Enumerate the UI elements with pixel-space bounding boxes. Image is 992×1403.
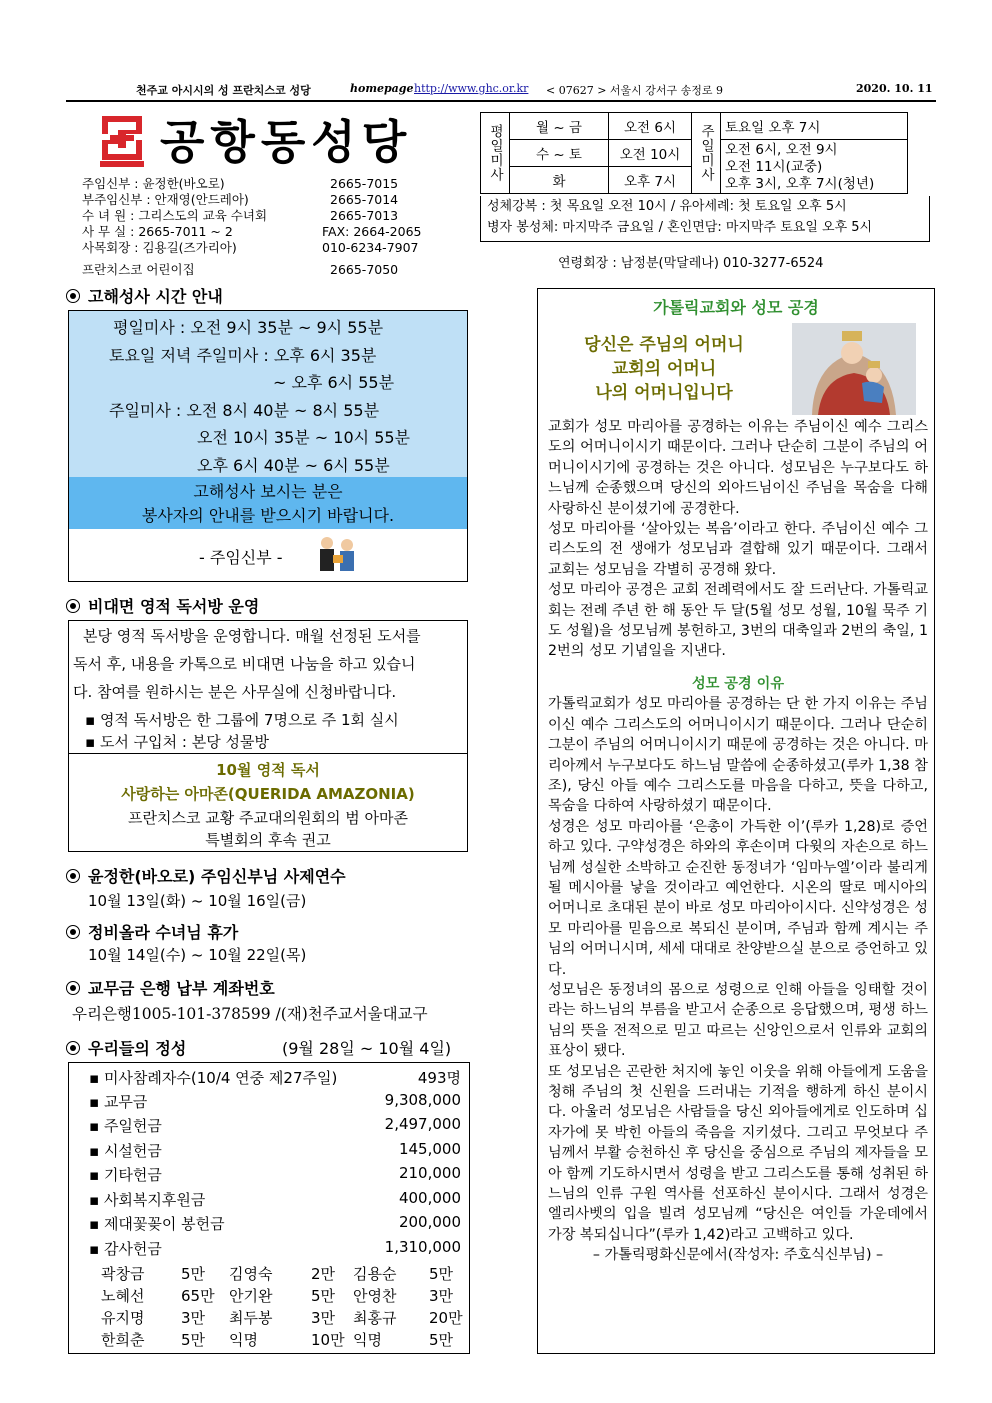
article-subtitle: 성모 공경 이유 <box>691 675 785 692</box>
offering-amount: 493명 <box>417 1069 461 1087</box>
funeral-association-contact: 연령회장 : 남정분(막달레나) 010-3277-6524 <box>558 256 824 271</box>
donor-name: 한희춘 <box>101 1331 145 1349</box>
offering-label: 주일헌금 <box>103 1117 162 1135</box>
offering-row: ▪ 미사참례자수(10/4 연중 제27주일) 493명 <box>89 1069 461 1087</box>
offering-label: 시설헌금 <box>103 1142 162 1160</box>
sunday-mass-time: 오전 11시(교중) <box>725 158 823 175</box>
staff-label: 사목회장 : 김용길(즈가리아) <box>82 240 237 255</box>
donor-name: 익명 <box>229 1331 258 1349</box>
offerings-heading-text: 우리들의 정성 <box>88 1039 187 1058</box>
mass-schedule-table <box>480 112 908 194</box>
reading-book-title: 사랑하는 아마존(QUERIDA AMAZONIA) <box>121 785 415 803</box>
offering-row: ▪ 주일헌금 2,497,000 <box>89 1115 461 1135</box>
offering-row: ▪ 감사헌금 1,310,000 <box>89 1238 461 1258</box>
reading-box <box>68 620 468 852</box>
staff-row <box>82 240 419 256</box>
donor-amount: 5만 <box>181 1265 206 1283</box>
offering-amount: 1,310,000 <box>384 1238 461 1256</box>
offerings-box <box>68 1062 470 1354</box>
page-title: 공항동성당 <box>160 115 413 169</box>
bullet-icon <box>66 925 80 939</box>
offering-row: ▪ 사회복지후원금 400,000 <box>89 1189 461 1209</box>
donor-name: 안영찬 <box>353 1287 397 1305</box>
offering-amount: 400,000 <box>398 1189 461 1207</box>
offerings-period: (9월 28일 ~ 10월 4일) <box>282 1039 452 1058</box>
notice-heading-text: 정비올라 수녀님 휴가 <box>88 923 239 942</box>
confession-time: 오전 10시 35분 ~ 10시 55분 <box>197 428 411 447</box>
confession-time: 오후 6시 40분 ~ 6시 55분 <box>197 456 390 475</box>
offering-label: 감사헌금 <box>103 1240 162 1258</box>
staff-phone: 2665-7015 <box>330 176 399 191</box>
donor-amount: 20만 <box>429 1309 463 1327</box>
reading-text: 독서 후, 내용을 카톡으로 비대면 나눔을 하고 있습니 <box>73 655 416 673</box>
offering-amount: 2,497,000 <box>384 1115 461 1133</box>
staff-phone: 2665-7014 <box>330 192 399 207</box>
address: < 07627 > 서울시 강서구 송정로 9 <box>546 84 724 97</box>
donor-amount: 3만 <box>181 1309 206 1327</box>
offering-row: ▪ 교무금 9,308,000 <box>89 1091 461 1111</box>
confession-time: ~ 오후 6시 55분 <box>273 373 395 392</box>
article-paragraph: 성경은 성모 마리아를 ‘은총이 가득한 이’(루카 1,28)로 증언하고 있다. 구약성경은 하와의 후손이며 다윗의 자손으로 하느님께 성실한 소박하고 순진한 동정녀가 ‘임마누엘’이라 불리게 될 메시아를 낳을 것이라고 예언한다. 시온의 딸로 메시아의 어머니로 초대된 분이 바로 성모 마리아이시다. 신약성경은 성모 마리아를 믿음으로 복되신 분이며, 주님과 함께 계시는 주님의 어머니시며, 세세 대대로 찬양받으실 분으로 증언하고 있다. <box>548 818 928 978</box>
bullet-icon <box>66 869 80 883</box>
confession-notice: 봉사자의 안내를 받으시기 바랍니다. <box>141 506 395 525</box>
article-body <box>548 417 928 1266</box>
article-paragraph: 성모 마리아 공경은 교회 전례력에서도 잘 드러난다. 가톨릭교회는 전례 주년 한 해 동안 두 달(5월 성모 성월, 10월 묵주 기도 성월)을 성모님께 봉헌하고, 3번의 대축일과 2번의 축일, 12번의 성모 기념일을 지낸다. <box>548 582 928 660</box>
article-quote: 나의 어머니입니다 <box>595 383 733 403</box>
notice-heading-text: 윤정한(바오로) 주임신부님 사제연수 <box>88 867 346 886</box>
article-source: – 가톨릭평화신문에서(작성자: 주호식신부님) – <box>592 1247 884 1264</box>
reading-text: 본당 영적 독서방을 운영합니다. 매월 선정된 도서를 <box>83 627 421 645</box>
sacrament-schedule <box>480 196 930 242</box>
donor-amount: 5만 <box>429 1265 454 1283</box>
issue-date: 2020. 10. 11 <box>856 82 933 95</box>
mass-time: 오후 7시 <box>609 167 692 194</box>
sacrament-line: 병자 봉성체: 마지막주 금요일 / 혼인면담: 마지막주 토요일 오후 5시 <box>487 220 873 235</box>
donor-amount: 2만 <box>311 1265 336 1283</box>
staff-row <box>82 208 412 224</box>
reading-book-desc: 프란치스코 교황 주교대의원회의 범 아마존 <box>128 809 408 827</box>
donor-name: 익명 <box>353 1331 382 1349</box>
reading-heading <box>66 594 259 617</box>
article-paragraph: 성모님은 동정녀의 몸으로 성령으로 인해 아들을 잉태할 것이라는 하느님의 부름을 받고서 순종으로 응답했으며, 평생 하느님의 뜻을 전적으로 믿고 따르는 신앙인으로서 인류와 교회의 표상이 됐다. <box>548 981 928 1060</box>
offering-label: 교무금 <box>103 1093 148 1111</box>
offerings-heading <box>66 1036 186 1059</box>
mass-time: 오전 10시 <box>609 140 692 167</box>
homepage-label: homepage <box>350 82 414 95</box>
notice-detail: 10월 14일(수) ~ 10월 22일(목) <box>88 946 307 964</box>
staff-label: 사 무 실 : 2665-7011 ~ 2 <box>82 224 233 239</box>
reading-month-title: 10월 영적 독서 <box>216 761 320 779</box>
offering-row: ▪ 시설헌금 145,000 <box>89 1140 461 1160</box>
staff-label: 수 녀 원 : 그리스도의 교육 수녀회 <box>82 208 268 223</box>
weekday-mass-label: 평일미사 <box>481 113 510 194</box>
donor-amount: 5만 <box>181 1331 206 1349</box>
sunday-mass-time: 오후 3시, 오후 7시(청년) <box>725 175 875 192</box>
offering-row: ▪ 기타헌금 210,000 <box>89 1164 461 1184</box>
confession-time: 평일미사 : 오전 9시 35분 ~ 9시 55분 <box>113 318 384 337</box>
donor-amount: 65만 <box>181 1287 215 1305</box>
article-quote: 당신은 주님의 어머니 <box>584 335 744 355</box>
donor-name: 최두봉 <box>229 1309 273 1327</box>
staff-label: 부주임신부 : 안재영(안드레아) <box>82 192 249 207</box>
church-logo-icon <box>96 110 148 168</box>
donor-name: 최홍규 <box>353 1309 397 1327</box>
virgin-mary-image-icon <box>792 323 916 415</box>
pastor-signature: - 주임신부 - <box>199 548 283 567</box>
reading-book-desc: 특별회의 후속 권고 <box>205 831 331 849</box>
staff-row <box>82 224 422 240</box>
offering-amount: 145,000 <box>398 1140 461 1158</box>
donor-name: 유지명 <box>101 1309 145 1327</box>
donor-name: 곽창금 <box>101 1265 145 1283</box>
donor-amount: 10만 <box>311 1331 345 1349</box>
article-paragraph: 또 성모님은 곤란한 처지에 놓인 이웃을 위해 아들에게 도움을 청해 주님의 첫 신원을 드러내는 기적을 행하게 하신 분이시다. 아울러 성모님은 사람들을 당신 외아들에게로 인도하며 십자가에 못 박힌 아들의 죽음을 지키셨다. 그리고 무엇보다 주님께서 부활 승천하신 후 당신을 중심으로 주님의 제자들을 모아 함께 기도하시면서 성령을 받고 그리스도를 통해 성취된 하느님의 인류 구원 역사를 선포하신 분이시다. 그래서 성경은 엘리사벳의 입을 빌려 성모님께 “당신은 여인들 가운데에서 가장 복되십니다”(루카 1,42)라고 고백하고 있다. <box>548 1063 928 1243</box>
notice-heading-text: 교무금 은행 납부 계좌번호 <box>88 979 275 998</box>
notice-heading <box>66 864 346 887</box>
article-paragraph: 가톨릭교회가 성모 마리아를 공경하는 단 한 가지 이유는 주님이신 예수 그리스도의 어머니이시기 때문이다. 그러나 단순히 그분이 주님의 어머니이시기 때문에 공경하는 것은 아니다. 마리아께서 누구보다도 하느님 말씀에 순종하셨고(루카 1,38 참조), 당신 아들 예수 그리스도를 마음을 다하고, 뜻을 다하고, 목숨을 다하여 사랑하셨기 때문이다. <box>548 696 928 815</box>
confession-box <box>68 310 468 582</box>
offering-amount: 210,000 <box>398 1164 461 1182</box>
mass-day: 수 ~ 토 <box>510 140 609 167</box>
article-quote: 교회의 어머니 <box>611 359 717 379</box>
confession-notice: 고해성사 보시는 분은 <box>193 482 343 501</box>
sunday-mass-time: 토요일 오후 7시 <box>721 113 908 140</box>
top-bar <box>66 78 936 102</box>
reading-bullet: ▪ 영적 독서방은 한 그룹에 7명으로 주 1회 실시 <box>85 711 399 729</box>
mass-day: 월 ~ 금 <box>510 113 609 140</box>
offering-label: 미사참례자수(10/4 연중 제27주일) <box>103 1069 338 1087</box>
donor-amount: 3만 <box>429 1287 454 1305</box>
confession-time: 주일미사 : 오전 8시 40분 ~ 8시 55분 <box>109 401 380 420</box>
staff-row <box>82 262 412 278</box>
staff-label: 주임신부 : 윤정한(바오로) <box>82 176 225 191</box>
confession-heading-text: 고해성사 시간 안내 <box>88 287 223 306</box>
offering-label: 사회복지후원금 <box>103 1191 206 1209</box>
sunday-mass-label: 주일미사 <box>692 113 721 194</box>
article-paragraph: 성모 마리아를 ‘살아있는 복음’이라고 한다. 주님이신 예수 그리스도의 전 생애가 성모님과 결합해 있기 때문이다. 그래서 교회는 성모님을 각별히 공경해 왔다. <box>548 521 928 578</box>
offering-label: 제대꽃꽂이 봉헌금 <box>103 1215 225 1233</box>
staff-row <box>82 176 412 192</box>
donor-amount: 5만 <box>429 1331 454 1349</box>
staff-row <box>82 192 412 208</box>
reading-heading-text: 비대면 영적 독서방 운영 <box>88 597 260 616</box>
donor-name: 김영숙 <box>229 1265 273 1283</box>
article-box <box>537 288 935 1354</box>
bullet-icon <box>66 1041 80 1055</box>
offering-amount: 200,000 <box>398 1213 461 1231</box>
article-title: 가톨릭교회와 성모 공경 <box>653 298 819 317</box>
notice-heading <box>66 920 238 943</box>
staff-directory <box>82 176 422 278</box>
notice-detail: 10월 13일(화) ~ 10월 16일(금) <box>88 892 307 910</box>
mass-time: 오전 6시 <box>609 113 692 140</box>
donor-amount: 5만 <box>311 1287 336 1305</box>
reading-bullet: ▪ 도서 구입처 : 본당 성물방 <box>85 733 269 751</box>
bullet-icon <box>66 289 80 303</box>
offering-amount: 9,308,000 <box>384 1091 461 1109</box>
church-fullname: 천주교 아시시의 성 프란치스코 성당 <box>136 84 311 97</box>
reading-text: 다. 참여를 원하시는 분은 사무실에 신청바랍니다. <box>73 683 397 701</box>
donor-name: 김용순 <box>353 1265 397 1283</box>
donor-amount: 3만 <box>311 1309 336 1327</box>
bullet-icon <box>66 599 80 613</box>
staff-phone: 2665-7013 <box>330 208 399 223</box>
offering-row: ▪ 제대꽃꽂이 봉헌금 200,000 <box>89 1213 461 1233</box>
donor-name: 노혜선 <box>101 1287 145 1305</box>
staff-label: 프란치스코 어린이집 <box>82 262 195 277</box>
reading-bullet-text: 영적 독서방은 한 그룹에 7명으로 주 1회 실시 <box>99 711 399 729</box>
staff-phone: 2665-7050 <box>330 262 399 277</box>
confession-time: 토요일 저녁 주일미사 : 오후 6시 35분 <box>109 346 377 365</box>
sunday-mass-time: 오전 6시, 오전 9시 <box>725 141 838 158</box>
staff-phone: FAX: 2664-2065 <box>322 224 422 239</box>
staff-phone: 010-6234-7907 <box>322 240 419 255</box>
sacrament-line: 성체강복 : 첫 목요일 오전 10시 / 유아세례: 첫 토요일 오후 5시 <box>487 199 847 214</box>
homepage-link[interactable]: http://www.ghc.or.kr <box>414 82 529 95</box>
reading-bullet-text: 도서 구입처 : 본당 성물방 <box>99 733 269 751</box>
article-paragraph: 교회가 성모 마리아를 공경하는 이유는 주님이신 예수 그리스도의 어머니이시기 때문이다. 그러나 단순히 그분이 주님의 어머니이시기에 공경하는 것은 아니다. 성모님은 누구보다도 하느님께 순종했으며 당신의 외아드님이신 주님을 목숨을 다해 사랑하신 분이셨기에 공경한다. <box>548 419 928 517</box>
bullet-icon <box>66 981 80 995</box>
priests-illustration-icon <box>315 535 361 575</box>
notice-heading <box>66 976 275 999</box>
bank-account: 우리은행1005-101-378599 /(재)천주교서울대교구 <box>72 1005 428 1023</box>
confession-heading <box>66 284 223 307</box>
mass-day: 화 <box>510 167 609 194</box>
offering-label: 기타헌금 <box>103 1166 162 1184</box>
donor-name: 안기완 <box>229 1287 273 1305</box>
